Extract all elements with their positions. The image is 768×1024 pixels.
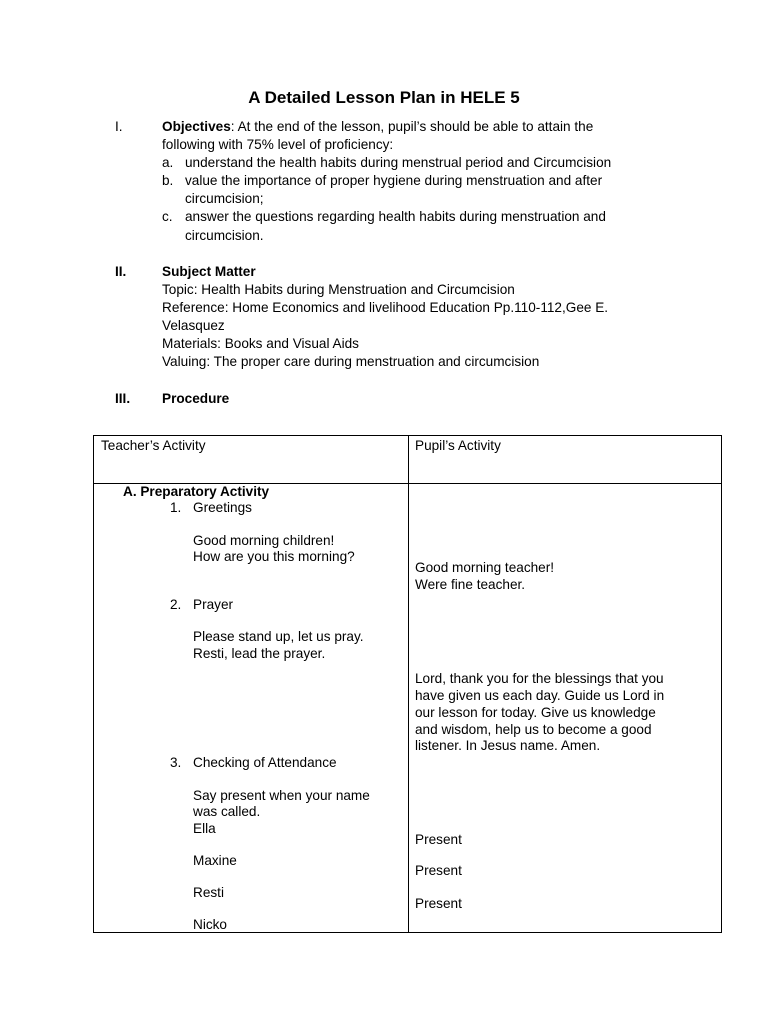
subject-topic: Topic: Health Habits during Menstruation and Circumcision xyxy=(162,282,515,297)
pupil-greeting-line: Were fine teacher. xyxy=(415,577,526,592)
teacher-prayer-line: Please stand up, let us pray. xyxy=(193,629,364,644)
objective-a-text: understand the health habits during menstrual period and Circumcision xyxy=(185,155,612,170)
teacher-greeting-line: Good morning children! xyxy=(193,533,335,548)
attendance-response: Present xyxy=(415,863,462,878)
header-pupil-activity: Pupil’s Activity xyxy=(415,438,501,453)
student-name: Resti xyxy=(193,885,224,900)
greetings-title: Greetings xyxy=(193,500,252,515)
objective-b-text-cont: circumcision; xyxy=(185,191,264,206)
prayer-marker: 2. xyxy=(170,597,182,612)
prayer-title: Prayer xyxy=(193,597,234,612)
objective-b-text: value the importance of proper hygiene during menstruation and after xyxy=(185,173,603,188)
pupil-prayer-line: listener. In Jesus name. Amen. xyxy=(415,738,601,753)
objective-c-text-cont: circumcision. xyxy=(185,228,264,243)
attendance-instruction: Say present when your name xyxy=(193,788,370,803)
procedure-heading: Procedure xyxy=(162,391,230,406)
attendance-response: Present xyxy=(415,896,462,911)
greetings-marker: 1. xyxy=(170,500,182,515)
subject-matter-numeral: II. xyxy=(115,264,127,279)
objectives-heading: Objectives xyxy=(162,119,231,134)
document-title: A Detailed Lesson Plan in HELE 5 xyxy=(248,88,520,107)
objectives-intro xyxy=(162,118,593,136)
pupil-prayer-line: Lord, thank you for the blessings that you xyxy=(415,671,664,686)
student-name: Ella xyxy=(193,821,216,836)
objective-marker-b: b. xyxy=(162,173,174,188)
pupil-greeting-line: Good morning teacher! xyxy=(415,560,555,575)
student-name: Nicko xyxy=(193,917,227,932)
subject-reference-cont: Velasquez xyxy=(162,318,225,333)
attendance-title: Checking of Attendance xyxy=(193,755,337,770)
procedure-table xyxy=(93,435,722,933)
objectives-intro-text: : At the end of the lesson, pupil’s should be able to attain the xyxy=(230,119,594,134)
subject-matter-heading: Subject Matter xyxy=(162,264,256,279)
attendance-response: Present xyxy=(415,832,462,847)
procedure-numeral: III. xyxy=(115,391,131,406)
subject-valuing: Valuing: The proper care during menstruation and circumcision xyxy=(162,354,540,369)
objective-marker-c: c. xyxy=(162,209,173,224)
subject-reference: Reference: Home Economics and livelihood Education Pp.110-112,Gee E. xyxy=(162,300,609,315)
pupil-prayer-line: and wisdom, help us to become a good xyxy=(415,722,652,737)
objective-marker-a: a. xyxy=(162,155,174,170)
column-divider xyxy=(408,436,409,932)
attendance-instruction: was called. xyxy=(193,804,261,819)
objectives-numeral: I. xyxy=(115,119,123,134)
attendance-marker: 3. xyxy=(170,755,182,770)
subject-materials: Materials: Books and Visual Aids xyxy=(162,336,359,351)
student-name: Maxine xyxy=(193,853,237,868)
objectives-intro-line2: following with 75% level of proficiency: xyxy=(162,137,394,152)
teacher-greeting-line: How are you this morning? xyxy=(193,549,355,564)
pupil-prayer-line: our lesson for today. Give us knowledge xyxy=(415,705,656,720)
pupil-prayer-line: have given us each day. Guide us Lord in xyxy=(415,688,665,703)
header-teacher-activity: Teacher’s Activity xyxy=(101,438,206,453)
teacher-prayer-line: Resti, lead the prayer. xyxy=(193,646,326,661)
section-preparatory-activity: A. Preparatory Activity xyxy=(123,484,270,499)
objective-c-text: answer the questions regarding health habits during menstruation and xyxy=(185,209,606,224)
